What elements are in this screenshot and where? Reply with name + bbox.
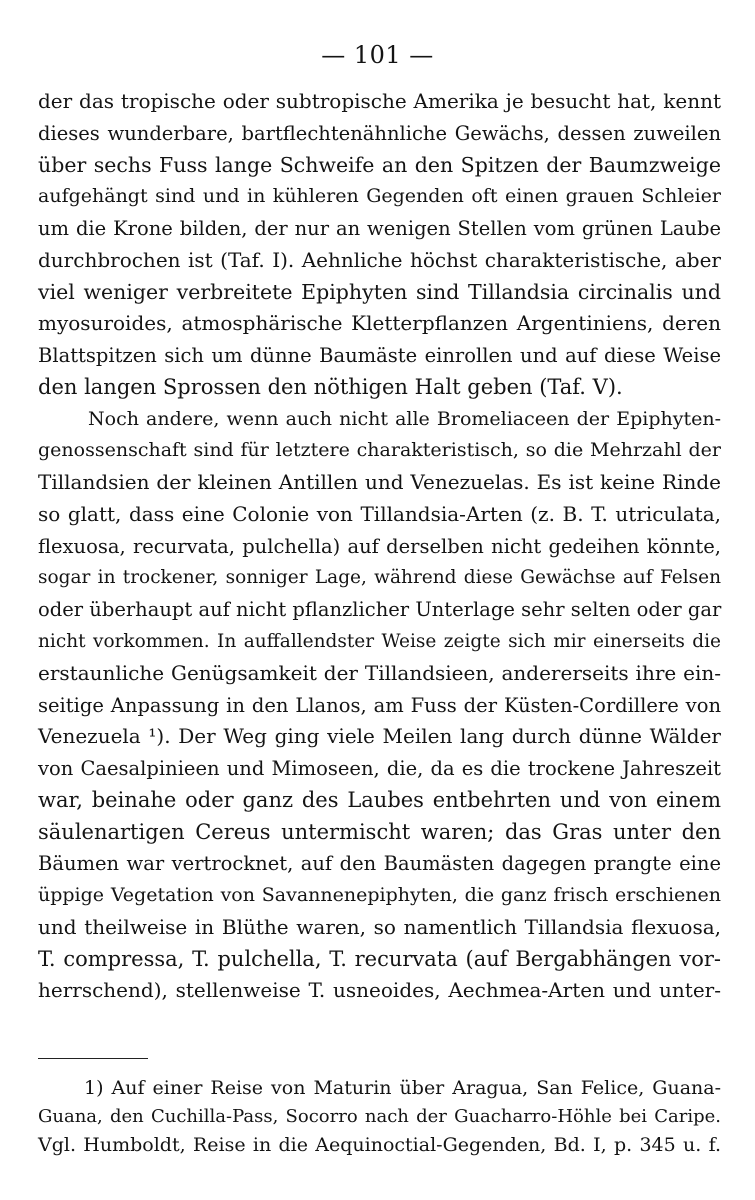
text-line: Tillandsien der kleinen Antillen und Venezuelas. Es ist keine Rinde: [38, 470, 721, 495]
text-line: um die Krone bilden, der nur an wenigen Stellen vom grünen Laube: [38, 217, 721, 241]
text-line: oder überhaupt auf nicht pflanzlicher Unterlage sehr selten oder gar: [38, 598, 722, 622]
page-number-header: — 101 —: [321, 41, 434, 69]
text-line: viel weniger verbreitete Epiphyten sind Tillandsia circinalis und: [38, 279, 721, 304]
text-line: herrschend), stellenweise T. usneoides, Aechmea-Arten und unter-: [38, 978, 721, 1003]
text-line: üppige Vegetation von Savannenepiphyten, die ganz frisch erschienen: [38, 884, 721, 907]
paragraph-start-line: Noch andere, wenn auch nicht alle Bromeliaceen der Epiphyten-: [88, 407, 721, 430]
footnote-line: Vgl. Humboldt, Reise in die Aequinoctial-Gegenden, Bd. I, p. 345 u. f.: [38, 1134, 721, 1156]
text-line: sogar in trockener, sonniger Lage, während diese Gewächse auf Felsen: [38, 567, 721, 589]
text-line: durchbrochen ist (Taf. I). Aehnliche höchst charakteristische, aber: [38, 247, 721, 272]
text-line: aufgehängt sind und in kühleren Gegenden oft einen grauen Schleier: [38, 185, 721, 208]
text-line: myosuroides, atmosphärische Kletterpflanzen Argentiniens, deren: [38, 311, 721, 336]
text-line: Blattspitzen sich um dünne Baumäste einrollen und auf diese Weise: [38, 344, 721, 368]
footnote-line: Guana, den Cuchilla-Pass, Socorro nach der Guacharro-Höhle bei Caripe.: [38, 1105, 721, 1127]
text-line: dieses wunderbare, bartflechtenähnliche Gewächs, dessen zuweilen: [38, 121, 721, 145]
footnote-separator: [38, 1058, 148, 1059]
text-line: T. compressa, T. pulchella, T. recurvata (auf Bergabhängen vor-: [38, 946, 721, 971]
text-line: flexuosa, recurvata, pulchella) auf derselben nicht gedeihen könnte,: [38, 534, 721, 558]
text-line: säulenartigen Cereus untermischt waren; das Gras unter den: [38, 819, 721, 844]
text-line: über sechs Fuss lange Schweife an den Spitzen der Baumzweige: [38, 152, 721, 177]
text-line: den langen Sprossen den nöthigen Halt geben (Taf. V).: [38, 374, 623, 399]
body-text: [38, 86, 721, 1007]
text-line: der das tropische oder subtropische Amerika je besucht hat, kennt: [38, 89, 721, 113]
text-line: Bäumen war vertrocknet, auf den Baumästen dagegen prangte eine: [38, 852, 721, 876]
text-line: und theilweise in Blüthe waren, so namentlich Tillandsia flexuosa,: [38, 914, 721, 939]
text-line: war, beinahe oder ganz des Laubes entbehrten und von einem: [38, 787, 721, 812]
footnotes: [38, 1074, 721, 1160]
text-line: so glatt, dass eine Colonie von Tillandsia-Arten (z. B. T. utriculata,: [38, 501, 721, 526]
text-line: von Caesalpinieen und Mimoseen, die, da es die trockene Jahreszeit: [38, 757, 721, 781]
footnote-line: 1) Auf einer Reise von Maturin über Aragua, San Felice, Guana-: [84, 1077, 721, 1099]
text-line: seitige Anpassung in den Llanos, am Fuss der Küsten-Cordillere von: [38, 693, 721, 717]
text-line: Venezuela ¹). Der Weg ging viele Meilen lang durch dünne Wälder: [38, 724, 721, 749]
text-line: erstaunliche Genügsamkeit der Tillandsieen, andererseits ihre ein-: [38, 660, 721, 685]
text-line: nicht vorkommen. In auffallendster Weise zeigte sich mir einerseits die: [38, 631, 721, 653]
text-line: genossenschaft sind für letztere charakteristisch, so die Mehrzahl der: [38, 439, 721, 462]
